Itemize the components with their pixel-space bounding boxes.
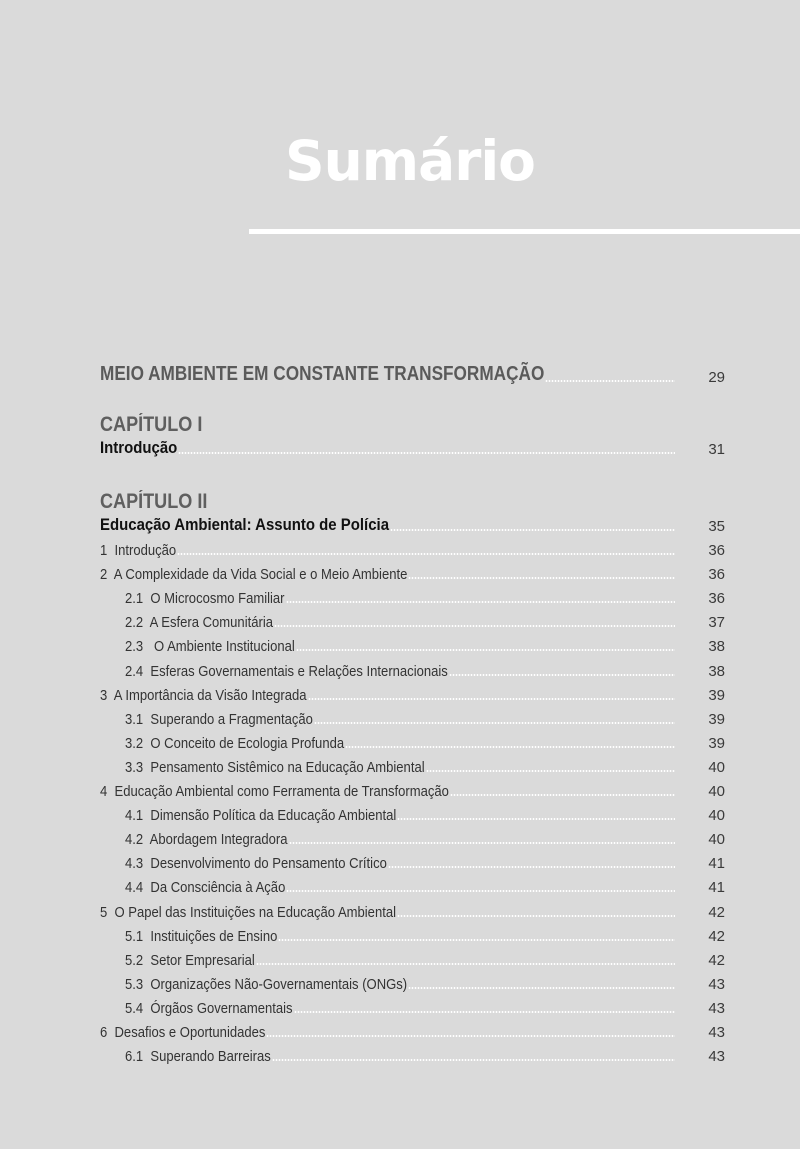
toc-page-number: 39 [708,686,725,704]
leader-dots [286,601,675,603]
toc-entry-label: 2.2 A Esfera Comunitária [125,615,273,632]
toc-entry[interactable] [100,904,725,921]
toc-page-number: 31 [708,441,725,458]
leader-dots [294,1011,675,1013]
toc-page-number: 40 [708,783,725,800]
title-divider [249,229,800,234]
leader-dots [390,529,675,531]
toc-entry[interactable] [100,1024,725,1041]
toc-entry[interactable] [100,783,725,800]
page-title: Sumário [285,129,535,193]
toc-entry[interactable] [125,1048,725,1065]
toc-page-number: 43 [708,999,725,1017]
toc-page-number: 38 [708,662,725,680]
toc-entry-label: 4.4 Da Consciência à Ação [125,880,286,897]
toc-entry-label: 5 O Papel das Instituições na Educação Ambiental [100,904,396,921]
toc-page-number: 42 [708,951,725,969]
toc-page-number: 43 [708,975,725,993]
leader-dots [286,890,675,892]
toc-entry[interactable] [125,879,725,896]
toc-entry-label: 1 Introdução [100,543,177,559]
chapter-title-entry[interactable] [100,515,725,535]
toc-entry-label: 5.4 Órgãos Governamentais [125,1000,293,1017]
toc-entry-label: 3.2 O Conceito de Ecologia Profunda [125,735,345,752]
leader-dots [272,1059,675,1061]
toc-entry-label: 2.3 O Ambiente Institucional [125,639,295,656]
toc-page-number: 39 [708,710,725,728]
toc-entry-label: 2.4 Esferas Governamentais e Relações Internacionais [125,663,448,680]
toc-entry[interactable] [125,711,725,728]
toc-entry[interactable] [100,542,725,559]
toc-entry[interactable] [125,735,725,752]
leader-dots [388,866,675,868]
toc-entry-label: 6 Desafios e Oportunidades [100,1025,266,1041]
toc-entry[interactable] [125,952,725,969]
toc-intro-entry[interactable] [100,363,725,386]
toc-entry-label: 6.1 Superando Barreiras [125,1049,271,1066]
leader-dots [545,380,675,382]
toc-page-number: 41 [708,879,725,897]
leader-dots [256,963,675,965]
toc-entry-label: MEIO AMBIENTE EM CONSTANTE TRANSFORMAÇÃO [100,363,545,385]
leader-dots [397,818,675,820]
toc-entry-label: 2 A Complexidade da Vida Social e o Meio Ambiente [100,567,408,584]
toc-page-number: 40 [708,807,725,825]
toc-entry[interactable] [100,687,725,704]
toc-entry-label: 4.2 Abordagem Integradora [125,832,288,849]
toc-entry-label: 4 Educação Ambiental como Ferramenta de Transformação [100,784,449,800]
toc-page-number: 42 [708,903,725,921]
toc-entry[interactable] [125,663,725,680]
leader-dots [397,915,675,917]
toc-page-number: 42 [708,927,725,945]
leader-dots [177,553,675,555]
leader-dots [345,746,675,748]
toc-page-number: 36 [708,566,725,584]
toc-entry[interactable] [125,614,725,631]
toc-page-number: 29 [708,369,725,386]
toc-entry-label: 4.1 Dimensão Política da Educação Ambiental [125,808,397,825]
leader-dots [289,842,675,844]
chapter-heading: CAPÍTULO II [100,490,208,513]
toc-page-number: 43 [708,1048,725,1066]
toc-entry[interactable] [125,590,725,607]
toc-entry[interactable] [125,807,725,824]
toc-entry-label: 2.1 O Microcosmo Familiar [125,591,285,608]
toc-page-number: 36 [708,590,725,608]
toc-page-number: 37 [708,614,725,632]
toc-entry-label: Introdução [100,438,178,457]
toc-entry[interactable] [125,638,725,655]
toc-entry[interactable] [125,976,725,993]
leader-dots [314,722,675,724]
leader-dots [278,939,675,941]
toc-entry-label: 5.2 Setor Empresarial [125,952,255,969]
toc-page-number: 43 [708,1024,725,1041]
leader-dots [408,577,675,579]
leader-dots [296,649,675,651]
toc-page-number: 40 [708,758,725,776]
leader-dots [308,698,675,700]
toc-entry[interactable] [125,855,725,872]
toc-page-number: 36 [708,542,725,559]
toc-entry[interactable] [125,1000,725,1017]
chapter-heading: CAPÍTULO I [100,413,203,436]
leader-dots [274,625,675,627]
toc-entry[interactable] [100,566,725,583]
toc-entry-label: 3.1 Superando a Fragmentação [125,711,313,728]
toc-entry[interactable] [125,831,725,848]
toc-entry[interactable] [125,759,725,776]
toc-entry-label: 3 A Importância da Visão Integrada [100,687,307,704]
leader-dots [178,452,675,454]
leader-dots [450,794,675,796]
leader-dots [408,987,675,989]
toc-page-number: 41 [708,855,725,873]
toc-entry[interactable] [125,928,725,945]
toc-page-number: 39 [708,734,725,752]
chapter-title-entry[interactable] [100,438,725,458]
toc-entry-label: 5.1 Instituições de Ensino [125,928,278,945]
toc-entry-label: 5.3 Organizações Não-Governamentais (ONGs) [125,976,408,993]
toc-entry-label: 4.3 Desenvolvimento do Pensamento Crítico [125,856,387,873]
leader-dots [426,770,675,772]
leader-dots [449,674,675,676]
toc-page-number: 35 [708,518,725,535]
toc-page-number: 40 [708,831,725,849]
toc-entry-label: Educação Ambiental: Assunto de Polícia [100,515,390,534]
leader-dots [266,1035,675,1037]
toc-page-number: 38 [708,638,725,656]
toc-entry-label: 3.3 Pensamento Sistêmico na Educação Ambiental [125,759,425,776]
